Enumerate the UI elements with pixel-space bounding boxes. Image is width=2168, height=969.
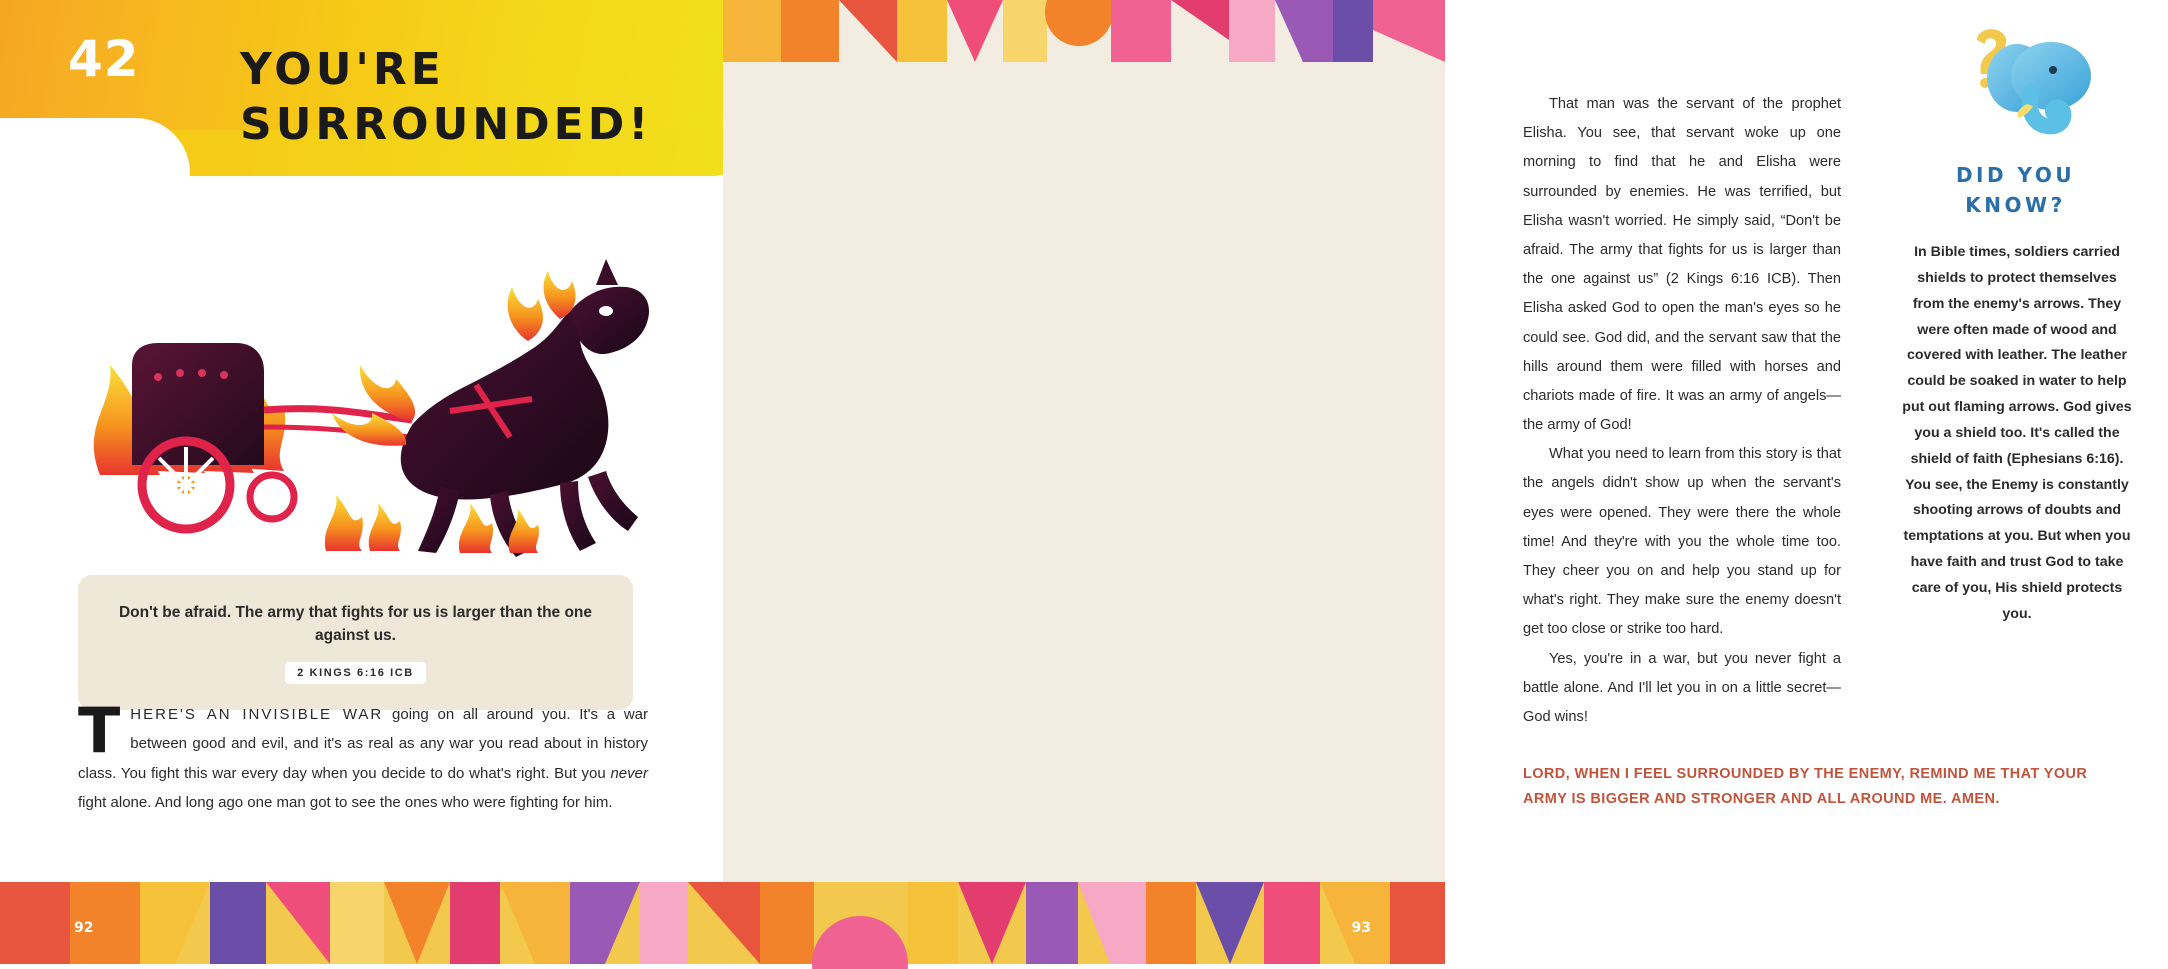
dyk-title-line-2: KNOW? — [1965, 193, 2066, 217]
did-you-know-card — [1863, 0, 2168, 712]
header-white-blob — [0, 118, 190, 228]
page-number-right: 93 — [1351, 920, 1371, 936]
verse-text: Don't be afraid. The army that fights for us is larger than the one against us. — [118, 604, 593, 645]
right-top-decor-band — [723, 0, 1445, 62]
drop-cap: T — [78, 694, 121, 767]
page-number-left: 92 — [74, 920, 94, 936]
fiery-chariot-illustration — [40, 215, 680, 565]
right-page — [723, 0, 2132, 964]
body-emphasis: never — [610, 764, 648, 782]
did-you-know-title — [1863, 160, 2168, 220]
left-page — [0, 0, 723, 964]
page-title: YOU'RE SURROUNDED! — [240, 44, 653, 150]
did-you-know-body: In Bible times, soldiers carried shields to protect themselves from the enemy's arrows. They were often made of wood and covered with leather. The leather could be soaked in water to help put out flaming arrows. God gives you a shield too. It's called the shield of faith (Ephesians 6:16). You see, the Enemy is constantly shooting arrows of doubts and temptations at you. But when you have faith and trust God to take care of you, His shield protects you. — [1902, 244, 2132, 622]
lead-in-text: HERE'S AN INVISIBLE WAR — [130, 706, 384, 723]
chariot-wheel — [142, 441, 230, 529]
paragraph-1: That man was the servant of the prophet Elisha. You see, that servant woke up one morning to find that he and Elisha were surrounded by enemies. He was terrified, but Elisha wasn't worried. He simply said, “Don't be afraid. The army that fights for us is larger than the one against us” (2 Kings 6:16 ICB). Then Elisha asked God to open the man's eyes so he could see. God did, and the servant saw that the hills around them were filled with horses and chariots made of fire. It was an army of angels—the army of God! — [1523, 96, 1841, 434]
chariot-wheel-small — [250, 475, 294, 519]
verse-reference: 2 KINGS 6:16 ICB — [285, 662, 426, 684]
dyk-title-line-1: DID YOU — [1955, 163, 2076, 187]
body-text-part-2: fight alone. And long ago one man got to see the ones who were fighting for him. — [78, 793, 613, 811]
left-body-text — [78, 694, 648, 817]
prayer-text: LORD, WHEN I FEEL SURROUNDED BY THE ENEMY, REMIND ME THAT YOUR ARMY IS BIGGER AND STRONGER AND ALL AROUND ME. AMEN. — [1523, 766, 2088, 808]
elephant-icon — [1955, 26, 2105, 146]
verse-block — [78, 575, 633, 710]
footer-decor-band — [0, 882, 1445, 964]
body-text-part-1: going on all around you. It's a war between good and evil, and it's as real as any war you read about in history class. You fight this war every day when you decide to do what's right. But you — [78, 706, 648, 782]
right-column-text — [1523, 90, 1841, 732]
paragraph-2: What you need to learn from this story is that the angels didn't show up when the servant's eyes were opened. They were there the whole time! And they're with you the whole time too. They cheer you on and help you stand up for what's right. They make sure the enemy doesn't get too close or strike too hard. — [1523, 446, 1841, 638]
chapter-number: 42 — [68, 30, 140, 88]
paragraph-3: Yes, you're in a war, but you never fight a battle alone. And I'll let you in on a little secret—God wins! — [1523, 650, 1841, 725]
